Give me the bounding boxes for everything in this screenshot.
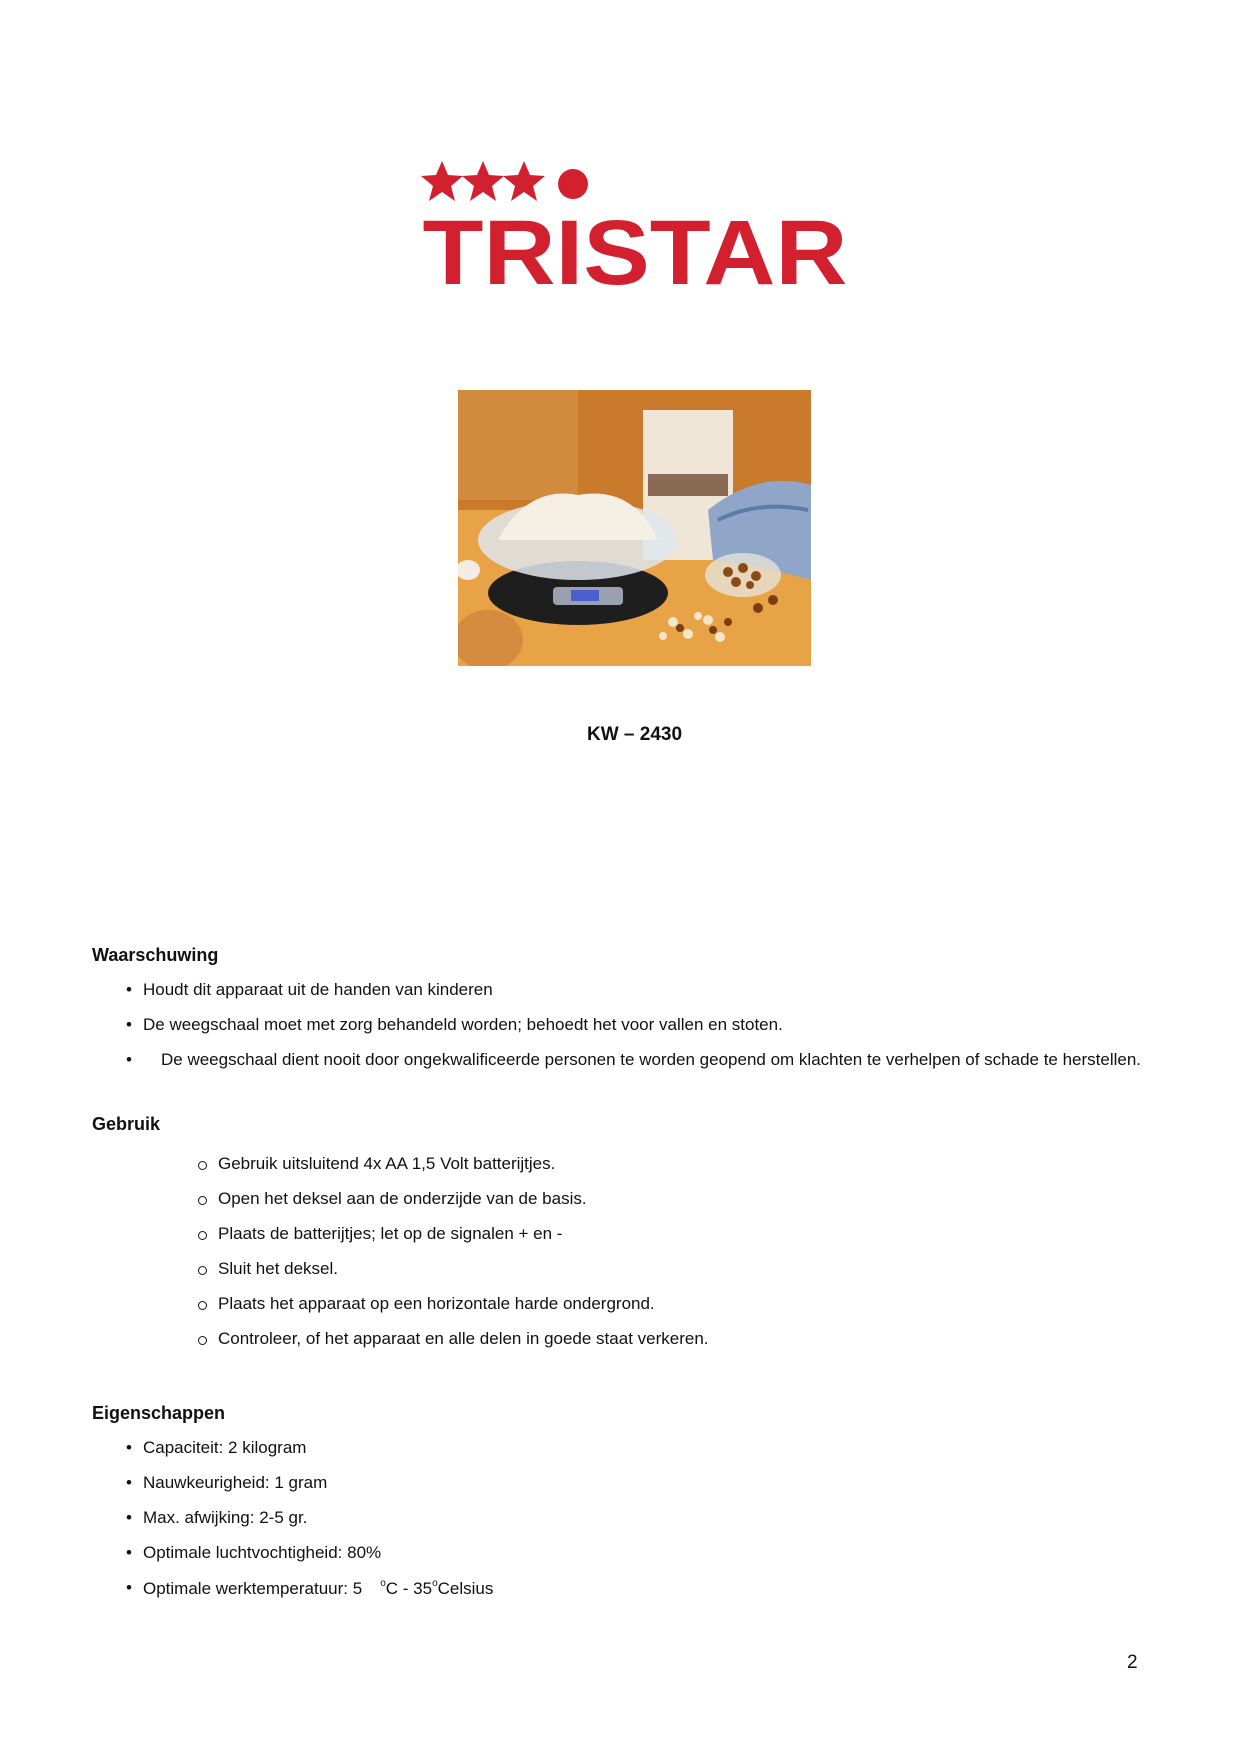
usage-item: Gebruik uitsluitend 4x AA 1,5 Volt batterijtjes. (218, 1154, 556, 1173)
circle-bullet-icon (198, 1266, 207, 1275)
bullet-icon: • (126, 980, 132, 999)
property-item: Capaciteit: 2 kilogram (143, 1438, 307, 1457)
property-item: Max. afwijking: 2-5 gr. (143, 1508, 308, 1527)
bullet-icon: • (126, 1050, 132, 1069)
bullet-icon: • (126, 1508, 132, 1527)
usage-item: Controleer, of het apparaat en alle delen in goede staat verkeren. (218, 1329, 709, 1348)
warning-item: Houdt dit apparaat uit de handen van kinderen (143, 980, 493, 999)
warning-item: De weegschaal moet met zorg behandeld worden; behoedt het voor vallen en stoten. (143, 1015, 783, 1034)
temperature-unit: Celsius (437, 1579, 494, 1598)
warning-item: De weegschaal dient nooit door ongekwalificeerde personen te worden geopend om klachten te verhelpen of schade te herstellen. (161, 1050, 1142, 1069)
logo-star-2 (462, 161, 504, 201)
logo-dot (558, 169, 588, 199)
degree-symbol: o (432, 1578, 438, 1589)
circle-bullet-icon (198, 1231, 207, 1240)
tristar-logo (420, 160, 850, 290)
logo-star-1 (421, 161, 463, 201)
circle-bullet-icon (198, 1301, 207, 1310)
circle-bullet-icon (198, 1161, 207, 1170)
property-item: Optimale luchtvochtigheid: 80% (143, 1543, 382, 1562)
bullet-icon: • (126, 1578, 132, 1597)
circle-bullet-icon (198, 1336, 207, 1345)
model-number: KW – 2430 (586, 724, 683, 745)
bullet-icon: • (126, 1543, 132, 1562)
usage-item: Plaats de batterijtjes; let op de signalen + en - (218, 1224, 563, 1243)
properties-heading: Eigenschappen (92, 1403, 226, 1423)
circle-bullet-icon (198, 1196, 207, 1205)
logo-star-3 (503, 161, 545, 201)
temperature-range: C - 35 (385, 1579, 433, 1598)
usage-item: Open het deksel aan de onderzijde van de basis. (218, 1189, 587, 1208)
property-item-temperature (143, 1578, 493, 1599)
usage-item: Plaats het apparaat op een horizontale harde ondergrond. (218, 1294, 655, 1313)
usage-item: Sluit het deksel. (218, 1259, 339, 1278)
usage-heading: Gebruik (92, 1114, 161, 1134)
logo-wordmark: TRISTAR (422, 202, 848, 290)
page-number: 2 (1127, 1652, 1138, 1673)
bullet-icon: • (126, 1438, 132, 1457)
warning-heading: Waarschuwing (92, 945, 219, 965)
temperature-label: Optimale werktemperatuur: 5 (143, 1579, 363, 1598)
degree-symbol: o (380, 1578, 386, 1589)
property-item: Nauwkeurigheid: 1 gram (143, 1473, 328, 1492)
bullet-icon: • (126, 1473, 132, 1492)
bullet-icon: • (126, 1015, 132, 1034)
product-photo (458, 390, 811, 666)
